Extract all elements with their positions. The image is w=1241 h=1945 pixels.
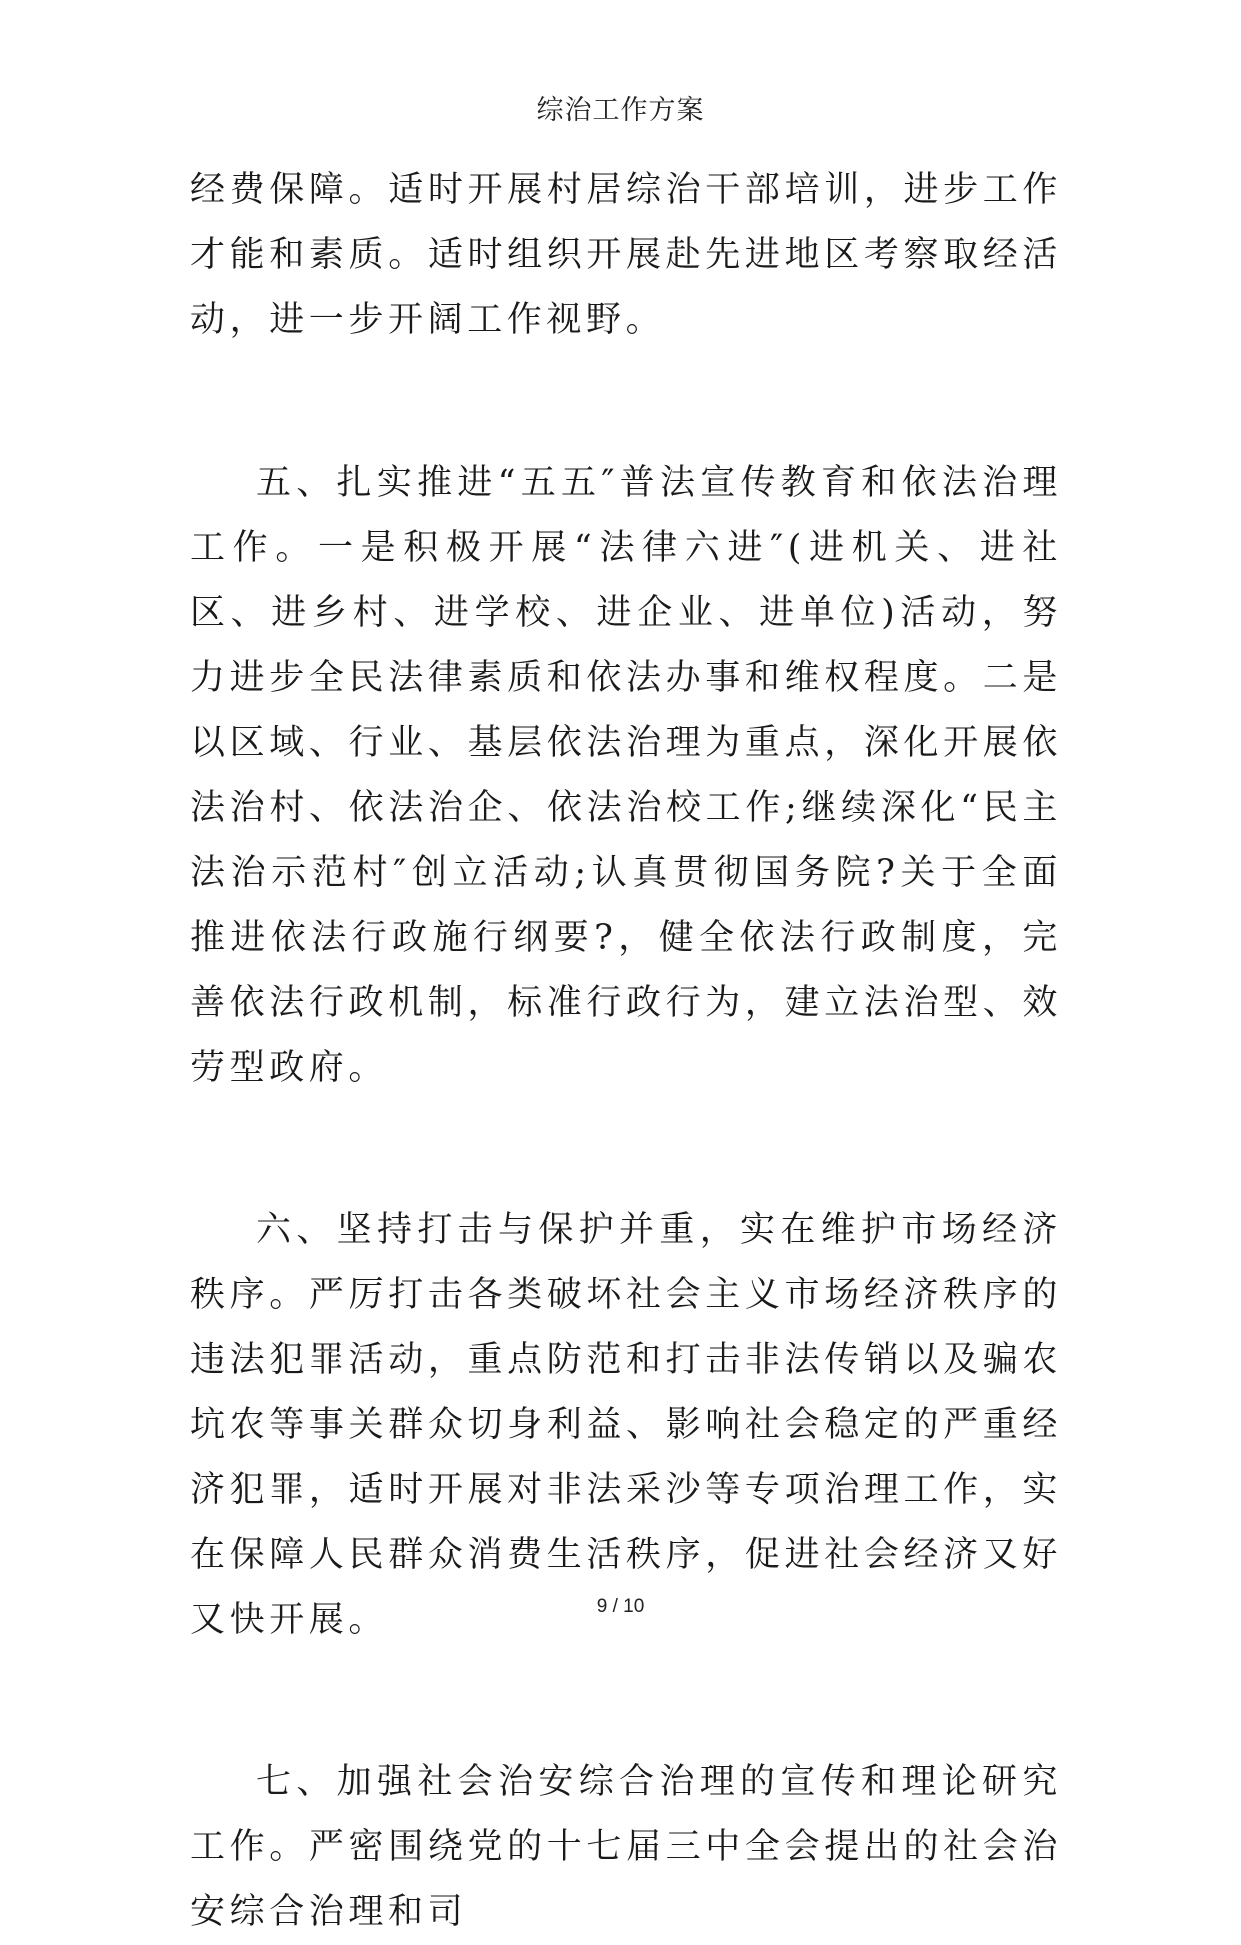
paragraph-continuation: 经费保障。适时开展村居综治干部培训，进步工作才能和素质。适时组织开展赴先进地区考察取经活动，进一步开阔工作视野。 xyxy=(190,170,1062,340)
page-header-title: 综治工作方案 xyxy=(536,95,705,126)
paragraph-section-6: 六、坚持打击与保护并重，实在维护市场经济秩序。严厉打击各类破坏社会主义市场经济秩序的违法犯罪活动，重点防范和打击非法传销以及骗农坑农等事关群众切身利益、影响社会稳定的严重经济犯罪，适时开展对非法采沙等专项治理工作，实在保障人民群众消费生活秩序，促进社会经济又好又快开展。 xyxy=(190,1210,1062,1640)
page-number: 9 / 10 xyxy=(596,1596,645,1617)
paragraph-section-5: 五、扎实推进“五五″普法宣传教育和依法治理工作。一是积极开展“法律六进″(进机关、进社区、进乡村、进学校、进企业、进单位)活动，努力进步全民法律素质和依法办事和维权程度。二是以区域、行业、基层依法治理为重点，深化开展依法治村、依法治企、依法治校工作;继续深化“民主法治示范村″创立活动;认真贯彻国务院?关于全面推进依法行政施行纲要?，健全依法行政制度，完善依法行政机制，标准行政行为，建立法治型、效劳型政府。 xyxy=(190,463,1062,1088)
document-body xyxy=(190,158,1062,1945)
paragraph-section-7: 七、加强社会治安综合治理的宣传和理论研究工作。严密围绕党的十七届三中全会提出的社会治安综合治理和司 xyxy=(190,1762,1062,1932)
